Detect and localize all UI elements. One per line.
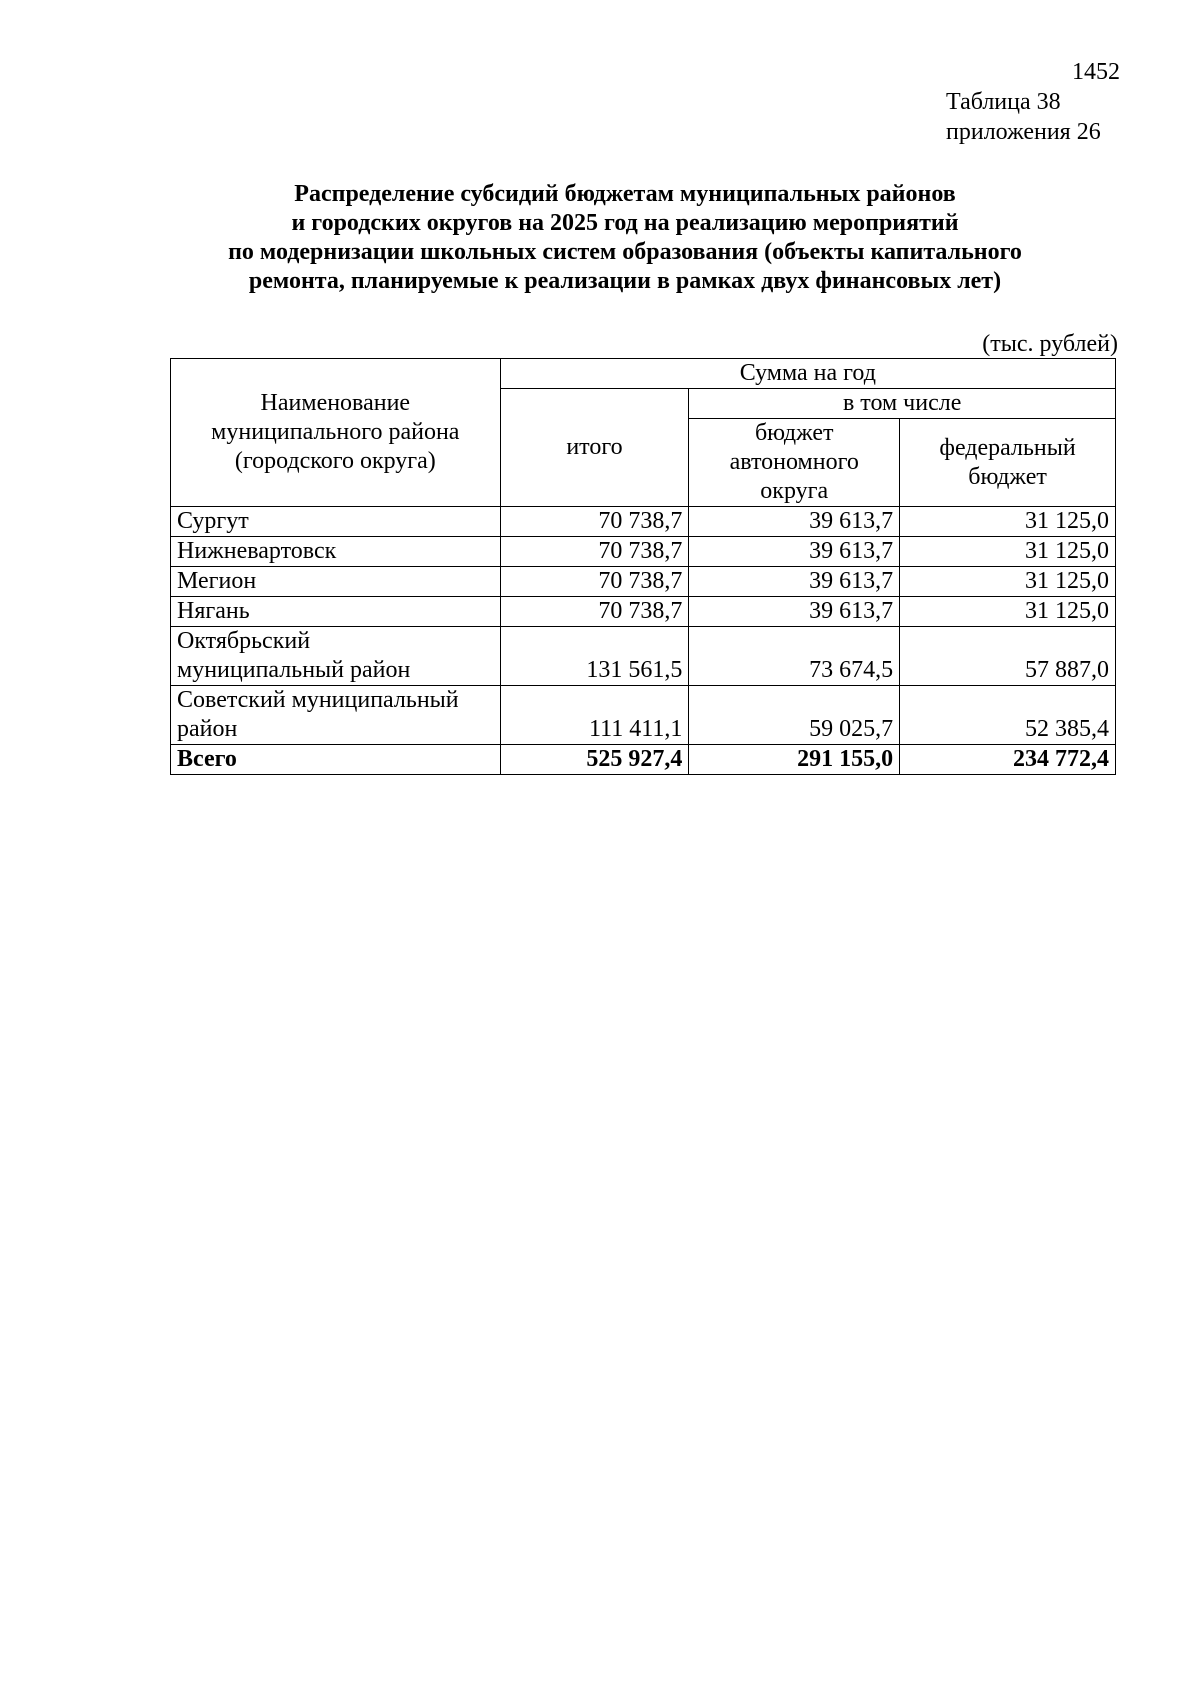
total-row	[171, 745, 1116, 775]
table-number: Таблица 38	[946, 89, 1061, 115]
okrug-budget-cell: 59 025,7	[689, 686, 900, 745]
total-cell: 70 738,7	[500, 537, 689, 567]
title-line: по модернизации школьных систем образования (объекты капитального	[228, 239, 1022, 265]
header-including: в том числе	[689, 389, 1116, 419]
table-row	[171, 567, 1116, 597]
total-cell: 70 738,7	[500, 597, 689, 627]
table-row	[171, 537, 1116, 567]
document-title	[170, 180, 1080, 296]
municipality-name: Октябрьский муниципальный район	[171, 627, 501, 686]
appendix-number: приложения 26	[946, 119, 1101, 145]
table-row	[171, 597, 1116, 627]
grand-okrug-budget-cell: 291 155,0	[689, 745, 900, 775]
total-cell: 70 738,7	[500, 507, 689, 537]
total-cell: 131 561,5	[500, 627, 689, 686]
header-federal-budget: федеральный бюджет	[900, 419, 1116, 507]
federal-budget-cell: 52 385,4	[900, 686, 1116, 745]
federal-budget-cell: 57 887,0	[900, 627, 1116, 686]
municipality-name: Нижневартовск	[171, 537, 501, 567]
table-reference	[946, 87, 1101, 147]
grand-total-cell: 525 927,4	[500, 745, 689, 775]
federal-budget-cell: 31 125,0	[900, 537, 1116, 567]
okrug-budget-cell: 39 613,7	[689, 507, 900, 537]
subsidy-table	[170, 358, 1116, 775]
total-label: Всего	[171, 745, 501, 775]
table-row	[171, 686, 1116, 745]
federal-budget-cell: 31 125,0	[900, 507, 1116, 537]
header-sum-year: Сумма на год	[500, 359, 1115, 389]
header-okrug-budget: бюджет автономного округа	[689, 419, 900, 507]
municipality-name: Нягань	[171, 597, 501, 627]
grand-federal-budget-cell: 234 772,4	[900, 745, 1116, 775]
total-cell: 111 411,1	[500, 686, 689, 745]
federal-budget-cell: 31 125,0	[900, 567, 1116, 597]
title-line: и городских округов на 2025 год на реализацию мероприятий	[291, 210, 959, 236]
header-municipality: Наименование муниципального района (городского округа)	[171, 359, 501, 507]
header-total: итого	[500, 389, 689, 507]
municipality-name: Советский муниципальный район	[171, 686, 501, 745]
units-label: (тыс. рублей)	[982, 331, 1118, 357]
page-number: 1452	[1072, 59, 1120, 85]
table-row	[171, 627, 1116, 686]
total-cell: 70 738,7	[500, 567, 689, 597]
federal-budget-cell: 31 125,0	[900, 597, 1116, 627]
okrug-budget-cell: 39 613,7	[689, 567, 900, 597]
municipality-name: Мегион	[171, 567, 501, 597]
header-row	[171, 359, 1116, 389]
municipality-name: Сургут	[171, 507, 501, 537]
title-line: Распределение субсидий бюджетам муниципальных районов	[294, 181, 956, 207]
title-line: ремонта, планируемые к реализации в рамках двух финансовых лет)	[248, 268, 1002, 294]
okrug-budget-cell: 73 674,5	[689, 627, 900, 686]
okrug-budget-cell: 39 613,7	[689, 597, 900, 627]
table-row	[171, 507, 1116, 537]
okrug-budget-cell: 39 613,7	[689, 537, 900, 567]
